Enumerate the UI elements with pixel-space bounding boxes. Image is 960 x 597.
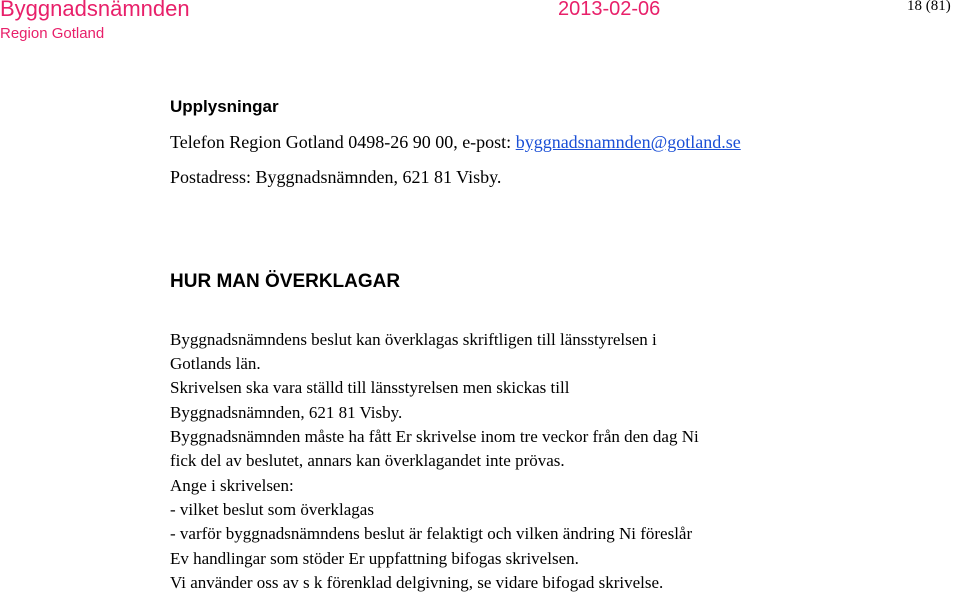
appeal-line: Byggnadsnämndens beslut kan överklagas skriftligen till länsstyrelsen i xyxy=(170,330,657,349)
info-contact-line xyxy=(170,132,741,153)
appeal-line: Byggnadsnämnden måste ha fått Er skrivelse inom tre veckor från den dag Ni xyxy=(170,427,699,446)
appeal-line: Byggnadsnämnden, 621 81 Visby. xyxy=(170,403,403,422)
header-organization: Region Gotland xyxy=(0,25,105,42)
appeal-line: fick del av beslutet, annars kan överklagandet inte prövas. xyxy=(170,451,565,470)
info-address: Postadress: Byggnadsnämnden, 621 81 Visby. xyxy=(170,167,502,187)
header-title: Byggnadsnämnden xyxy=(0,0,190,21)
appeal-line: Vi använder oss av s k förenklad delgivning, se vidare bifogad skrivelse. xyxy=(170,573,664,592)
appeal-line: Gotlands län. xyxy=(170,354,261,373)
appeal-line: - varför byggnadsnämndens beslut är felaktigt och vilken ändring Ni föreslår xyxy=(170,524,693,543)
appeal-line: - vilket beslut som överklagas xyxy=(170,500,374,519)
header-page-number: 18 (81) xyxy=(907,0,951,14)
appeal-heading: HUR MAN ÖVERKLAGAR xyxy=(170,271,401,292)
info-email-link[interactable]: byggnadsnamnden@gotland.se xyxy=(515,132,741,152)
appeal-line: Ev handlingar som stöder Er uppfattning bifogas skrivelsen. xyxy=(170,549,579,568)
info-heading: Upplysningar xyxy=(170,97,279,116)
info-phone-text: Telefon Region Gotland 0498-26 90 00, e-post: xyxy=(170,132,516,152)
appeal-line: Skrivelsen ska vara ställd till länsstyrelsen men skickas till xyxy=(170,378,570,397)
header-date: 2013-02-06 xyxy=(558,0,661,20)
appeal-line: Ange i skrivelsen: xyxy=(170,476,294,495)
